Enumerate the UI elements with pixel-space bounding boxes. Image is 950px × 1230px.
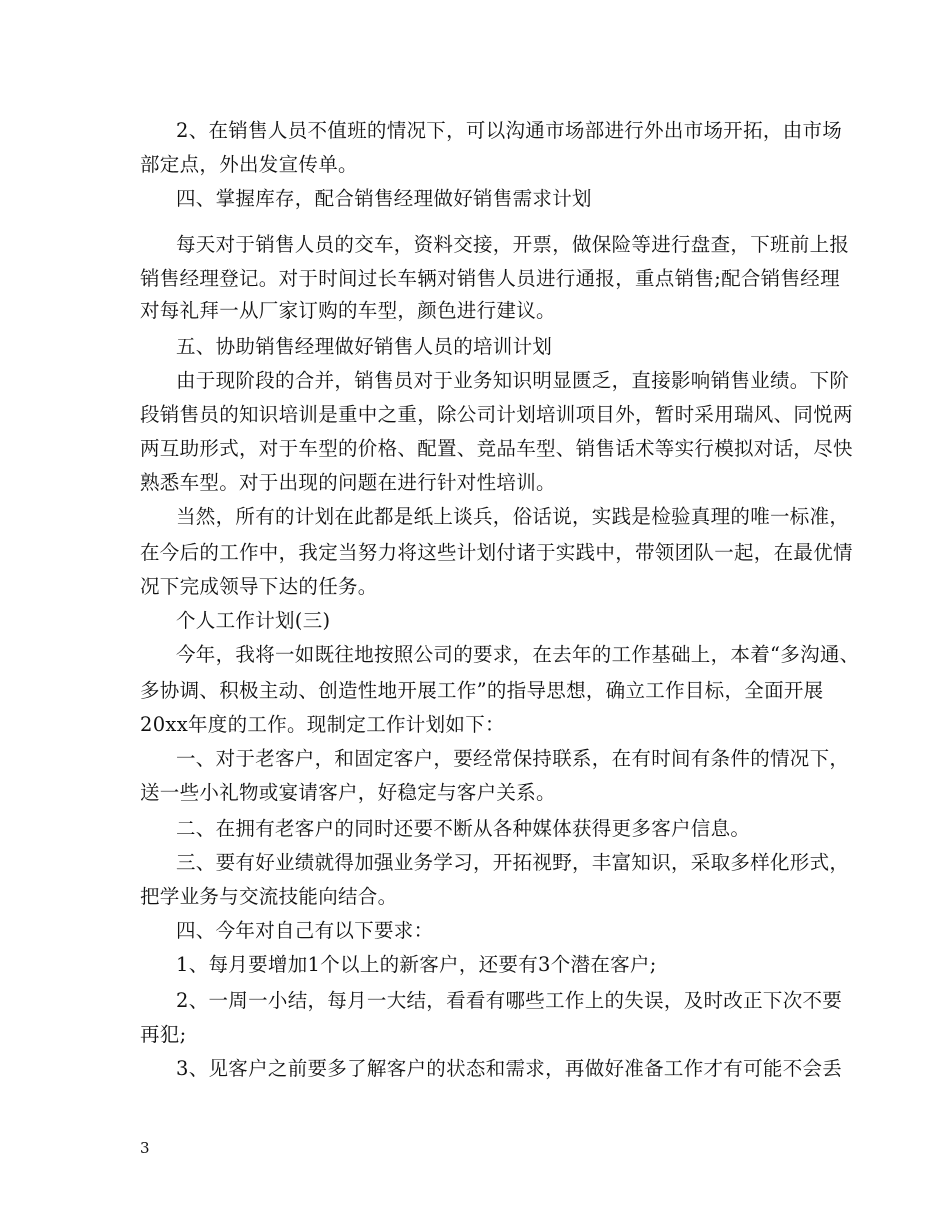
section-heading: 四、掌握库存，配合销售经理做好销售需求计划 bbox=[176, 187, 592, 210]
text-line: 熟悉车型。对于出现的问题在进行针对性培训。 bbox=[140, 471, 556, 494]
text-line: 送一些小礼物或宴请客户，好稳定与客户关系。 bbox=[140, 781, 556, 804]
text-line: 四、今年对自己有以下要求： bbox=[176, 919, 434, 942]
text-line: 况下完成领导下达的任务。 bbox=[140, 575, 378, 598]
text-line: 段销售员的知识培训是重中之重，除公司计划培训项目外，暂时采用瑞风、同悦两 bbox=[140, 403, 853, 426]
text-line: 把学业务与交流技能向结合。 bbox=[140, 885, 398, 908]
text-line: 每天对于销售人员的交车，资料交接，开票，做保险等进行盘查，下班前上报 bbox=[176, 233, 850, 256]
text-line: 多协调、积极主动、创造性地开展工作”的指导思想，确立工作目标，全面开展 bbox=[140, 679, 824, 702]
text-line: 三、要有好业绩就得加强业务学习，开拓视野，丰富知识，采取多样化形式， bbox=[176, 851, 850, 874]
text-line: 对每礼拜一从厂家订购的车型，颜色进行建议。 bbox=[140, 299, 556, 322]
text-line: 2、一周一小结，每月一大结，看看有哪些工作上的失误，及时改正下次不要 bbox=[176, 989, 843, 1012]
text-line: 3、见客户之前要多了解客户的状态和需求，再做好准备工作才有可能不会丢 bbox=[176, 1057, 843, 1080]
text-line: 再犯; bbox=[140, 1023, 187, 1046]
text-line: 2、在销售人员不值班的情况下，可以沟通市场部进行外出市场开拓，由市场 bbox=[176, 119, 843, 142]
text-line: 销售经理登记。对于时间过长车辆对销售人员进行通报，重点销售;配合销售经理 bbox=[140, 267, 840, 290]
text-line: 今年，我将一如既往地按照公司的要求，在去年的工作基础上，本着“多沟通、 bbox=[176, 643, 860, 666]
text-line: 部定点，外出发宣传单。 bbox=[140, 153, 358, 176]
page-number: 3 bbox=[140, 1139, 150, 1157]
text-line: 由于现阶段的合并，销售员对于业务知识明显匮乏，直接影响销售业绩。下阶 bbox=[176, 369, 850, 392]
text-line: 两互助形式，对于车型的价格、配置、竞品车型、销售话术等实行模拟对话，尽快 bbox=[140, 437, 853, 460]
text-line: 二、在拥有老客户的同时还要不断从各种媒体获得更多客户信息。 bbox=[176, 817, 751, 840]
section-heading: 五、协助销售经理做好销售人员的培训计划 bbox=[176, 335, 553, 358]
text-line: 在今后的工作中，我定当努力将这些计划付诸于实践中，带领团队一起，在最优情 bbox=[140, 541, 853, 564]
text-line: 一、对于老客户，和固定客户，要经常保持联系，在有时间有条件的情况下， bbox=[176, 747, 850, 770]
text-line: 当然，所有的计划在此都是纸上谈兵，俗话说，实践是检验真理的唯一标准， bbox=[176, 505, 850, 528]
section-heading: 个人工作计划(三) bbox=[176, 609, 331, 632]
text-line: 1、每月要增加1个以上的新客户，还要有3个潜在客户; bbox=[176, 953, 657, 976]
text-line: 20xx年度的工作。现制定工作计划如下： bbox=[140, 713, 505, 736]
